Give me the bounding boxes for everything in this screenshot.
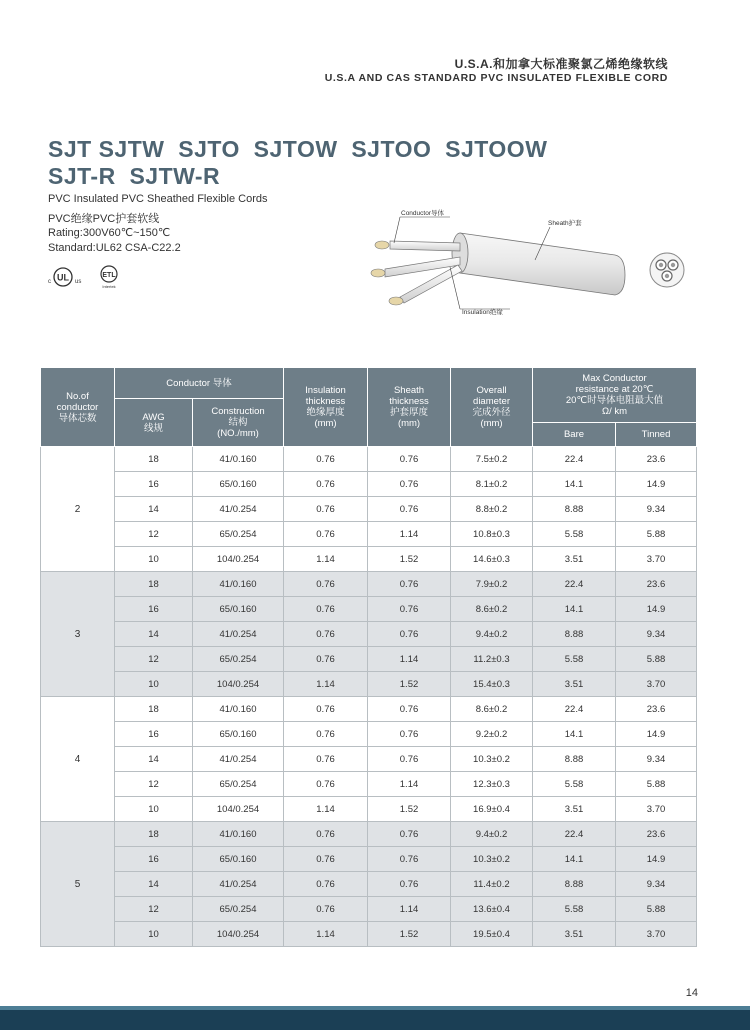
construction-cell: 41/0.254 [193,622,284,647]
standard: Standard:UL62 CSA-C22.2 [48,242,181,254]
sheath-cell: 1.52 [368,672,451,697]
header-awg: AWG 线规 [115,399,193,447]
overall-cell: 16.9±0.4 [451,797,533,822]
overall-cell: 9.4±0.2 [451,822,533,847]
tinned-cell: 14.9 [616,472,697,497]
header-no-of-conductor: No.of conductor 导体芯数 [41,368,115,447]
conductor-count-cell: 5 [41,822,115,947]
awg-cell: 10 [115,672,193,697]
bare-cell: 5.58 [533,772,616,797]
tinned-cell: 3.70 [616,672,697,697]
conductor-count-cell: 4 [41,697,115,822]
sheath-label: Sheath护套 [548,220,582,227]
header-bare: Bare [533,423,616,447]
conductor-label: Conductor导体 [401,210,444,217]
table-row [41,622,697,647]
sheath-cell: 1.52 [368,547,451,572]
sheath-cell: 0.76 [368,622,451,647]
bare-cell: 14.1 [533,847,616,872]
tinned-cell: 5.88 [616,772,697,797]
table-row [41,897,697,922]
header-title-en: U.S.A AND CAS STANDARD PVC INSULATED FLEXIBLE CORD [324,72,668,84]
insulation-cell: 0.76 [284,747,368,772]
tinned-cell: 14.9 [616,847,697,872]
overall-cell: 10.3±0.2 [451,747,533,772]
cable-diagram [360,205,700,325]
construction-cell: 41/0.160 [193,572,284,597]
table-row [41,672,697,697]
table-row [41,822,697,847]
awg-cell: 16 [115,722,193,747]
construction-cell: 104/0.254 [193,922,284,947]
bare-cell: 22.4 [533,572,616,597]
copper-end-3 [389,297,403,305]
ul-mark: UL [57,272,69,283]
spec-table-body [41,447,697,947]
construction-cell: 65/0.160 [193,472,284,497]
construction-cell: 65/0.160 [193,722,284,747]
sheath-cell: 0.76 [368,572,451,597]
awg-cell: 12 [115,647,193,672]
conductor-leader [394,217,400,243]
awg-cell: 10 [115,547,193,572]
construction-cell: 41/0.160 [193,447,284,472]
tinned-cell: 23.6 [616,572,697,597]
construction-cell: 41/0.160 [193,697,284,722]
sheath-cell: 0.76 [368,847,451,872]
header-tinned: Tinned [616,423,697,447]
tinned-cell: 14.9 [616,722,697,747]
bare-cell: 8.88 [533,497,616,522]
tinned-cell: 9.34 [616,497,697,522]
tinned-cell: 14.9 [616,597,697,622]
construction-cell: 65/0.254 [193,647,284,672]
table-row [41,497,697,522]
insulation-cell: 0.76 [284,697,368,722]
tinned-cell: 5.88 [616,647,697,672]
table-row [41,847,697,872]
tinned-cell: 5.88 [616,897,697,922]
awg-cell: 16 [115,847,193,872]
bare-cell: 8.88 [533,622,616,647]
awg-cell: 12 [115,897,193,922]
sheath-cell: 0.76 [368,497,451,522]
table-row [41,772,697,797]
construction-cell: 65/0.160 [193,847,284,872]
tinned-cell: 23.6 [616,697,697,722]
sheath-cell: 0.76 [368,472,451,497]
header-max-resistance: Max Conductor resistance at 20℃ 20℃时导体电阻最大值 Ω/ km [533,368,697,423]
overall-cell: 14.6±0.3 [451,547,533,572]
insulation-cell: 0.76 [284,647,368,672]
tinned-cell: 3.70 [616,797,697,822]
insulation-cell: 1.14 [284,797,368,822]
insulation-cell: 0.76 [284,572,368,597]
construction-cell: 104/0.254 [193,797,284,822]
bare-cell: 8.88 [533,872,616,897]
bare-cell: 14.1 [533,597,616,622]
awg-cell: 14 [115,747,193,772]
sheath-cell: 0.76 [368,722,451,747]
overall-cell: 8.1±0.2 [451,472,533,497]
overall-cell: 19.5±0.4 [451,922,533,947]
overall-cell: 12.3±0.3 [451,772,533,797]
conductor-count-cell: 2 [41,447,115,572]
overall-cell: 11.4±0.2 [451,872,533,897]
sheath-cell: 1.52 [368,922,451,947]
tinned-cell: 3.70 [616,547,697,572]
bare-cell: 22.4 [533,697,616,722]
bare-cell: 3.51 [533,797,616,822]
table-row [41,722,697,747]
bare-cell: 5.58 [533,647,616,672]
sheath-cell: 1.14 [368,897,451,922]
construction-cell: 41/0.254 [193,497,284,522]
insulation-cell: 0.76 [284,822,368,847]
awg-cell: 18 [115,697,193,722]
table-row [41,797,697,822]
insulation-cell: 0.76 [284,522,368,547]
bare-cell: 14.1 [533,472,616,497]
construction-cell: 65/0.160 [193,597,284,622]
construction-cell: 41/0.254 [193,747,284,772]
table-row [41,647,697,672]
awg-cell: 10 [115,797,193,822]
insulation-cell: 0.76 [284,847,368,872]
table-row [41,547,697,572]
bare-cell: 14.1 [533,722,616,747]
awg-cell: 10 [115,922,193,947]
insulation-cell: 0.76 [284,722,368,747]
sheath-cell: 0.76 [368,822,451,847]
certification-logos [48,262,138,290]
overall-cell: 11.2±0.3 [451,647,533,672]
overall-cell: 8.6±0.2 [451,597,533,622]
insulation-cell: 0.76 [284,772,368,797]
insulation-cell: 1.14 [284,547,368,572]
awg-cell: 12 [115,772,193,797]
overall-cell: 10.8±0.3 [451,522,533,547]
insulation-cell: 1.14 [284,672,368,697]
sheath-cell: 0.76 [368,747,451,772]
core-1 [390,241,460,251]
awg-cell: 14 [115,497,193,522]
rating: Rating:300V60℃~150℃ [48,227,171,239]
tinned-cell: 23.6 [616,822,697,847]
overall-cell: 7.5±0.2 [451,447,533,472]
construction-cell: 41/0.254 [193,872,284,897]
tinned-cell: 9.34 [616,622,697,647]
sheath-cell: 1.14 [368,647,451,672]
description-cn: PVC绝缘PVC护套软线 [48,213,160,225]
overall-cell: 9.2±0.2 [451,722,533,747]
insulation-cell: 0.76 [284,597,368,622]
sheath-shape [460,233,625,295]
construction-cell: 104/0.254 [193,672,284,697]
construction-cell: 65/0.254 [193,522,284,547]
construction-cell: 104/0.254 [193,547,284,572]
insulation-cell: 1.14 [284,922,368,947]
awg-cell: 18 [115,447,193,472]
table-row [41,697,697,722]
overall-cell: 15.4±0.3 [451,672,533,697]
overall-cell: 8.6±0.2 [451,697,533,722]
product-title [48,136,608,190]
awg-cell: 16 [115,597,193,622]
page-number: 14 [685,987,698,999]
sheath-cell: 0.76 [368,697,451,722]
table-row [41,572,697,597]
insulation-cell: 0.76 [284,872,368,897]
cross-section-icon [650,253,684,287]
sheath-cell: 0.76 [368,872,451,897]
awg-cell: 12 [115,522,193,547]
bare-cell: 22.4 [533,447,616,472]
bare-cell: 3.51 [533,922,616,947]
product-title-line1: SJT SJTW SJTO SJTOW SJTOO SJTOOW [48,136,548,162]
overall-cell: 13.6±0.4 [451,897,533,922]
header-title-cn: U.S.A.和加拿大标准聚氯乙烯绝缘软线 [454,57,668,71]
copper-end-2 [371,269,385,277]
overall-cell: 10.3±0.2 [451,847,533,872]
ul-c-mark: c [48,279,51,285]
insulation-cell: 0.76 [284,897,368,922]
ul-us-mark: us [75,279,82,285]
table-row [41,447,697,472]
bare-cell: 3.51 [533,672,616,697]
header-overall: Overall diameter 完成外径 (mm) [451,368,533,447]
description-en: PVC Insulated PVC Sheathed Flexible Cords [48,193,268,205]
footer-bar [0,1006,750,1030]
tinned-cell: 3.70 [616,922,697,947]
insulation-cell: 0.76 [284,447,368,472]
spec-table [40,367,697,947]
insulation-cell: 0.76 [284,472,368,497]
table-row [41,597,697,622]
sheath-cell: 1.14 [368,772,451,797]
product-title-line2: SJT-R SJTW-R [48,163,221,189]
sheath-cell: 0.76 [368,447,451,472]
insulation-cell: 0.76 [284,622,368,647]
etl-sub: Intertek [102,284,116,289]
awg-cell: 14 [115,872,193,897]
table-row [41,872,697,897]
bare-cell: 22.4 [533,822,616,847]
footer-stripe [0,1006,750,1010]
tinned-cell: 5.88 [616,522,697,547]
table-row [41,922,697,947]
tinned-cell: 23.6 [616,447,697,472]
overall-cell: 9.4±0.2 [451,622,533,647]
header-sheath: Sheath thickness 护套厚度 (mm) [368,368,451,447]
construction-cell: 65/0.254 [193,897,284,922]
table-row [41,747,697,772]
header-construction: Construction 结构 (NO./mm) [193,399,284,447]
table-row [41,522,697,547]
construction-cell: 41/0.160 [193,822,284,847]
tinned-cell: 9.34 [616,747,697,772]
sheath-cell: 1.52 [368,797,451,822]
etl-mark: ETL [102,272,116,279]
bare-cell: 5.58 [533,897,616,922]
bare-cell: 3.51 [533,547,616,572]
sheath-cell: 0.76 [368,597,451,622]
awg-cell: 14 [115,622,193,647]
awg-cell: 16 [115,472,193,497]
overall-cell: 7.9±0.2 [451,572,533,597]
insulation-cell: 0.76 [284,497,368,522]
tinned-cell: 9.34 [616,872,697,897]
copper-end-1 [375,241,389,249]
conductor-count-cell: 3 [41,572,115,697]
header-conductor: Conductor 导体 [115,368,284,399]
bare-cell: 8.88 [533,747,616,772]
awg-cell: 18 [115,822,193,847]
bare-cell: 5.58 [533,522,616,547]
header-insulation: Insulation thickness 绝缘厚度 (mm) [284,368,368,447]
awg-cell: 18 [115,572,193,597]
insulation-label: Insulation绝缘 [462,309,503,316]
table-row [41,472,697,497]
overall-cell: 8.8±0.2 [451,497,533,522]
construction-cell: 65/0.254 [193,772,284,797]
sheath-cell: 1.14 [368,522,451,547]
